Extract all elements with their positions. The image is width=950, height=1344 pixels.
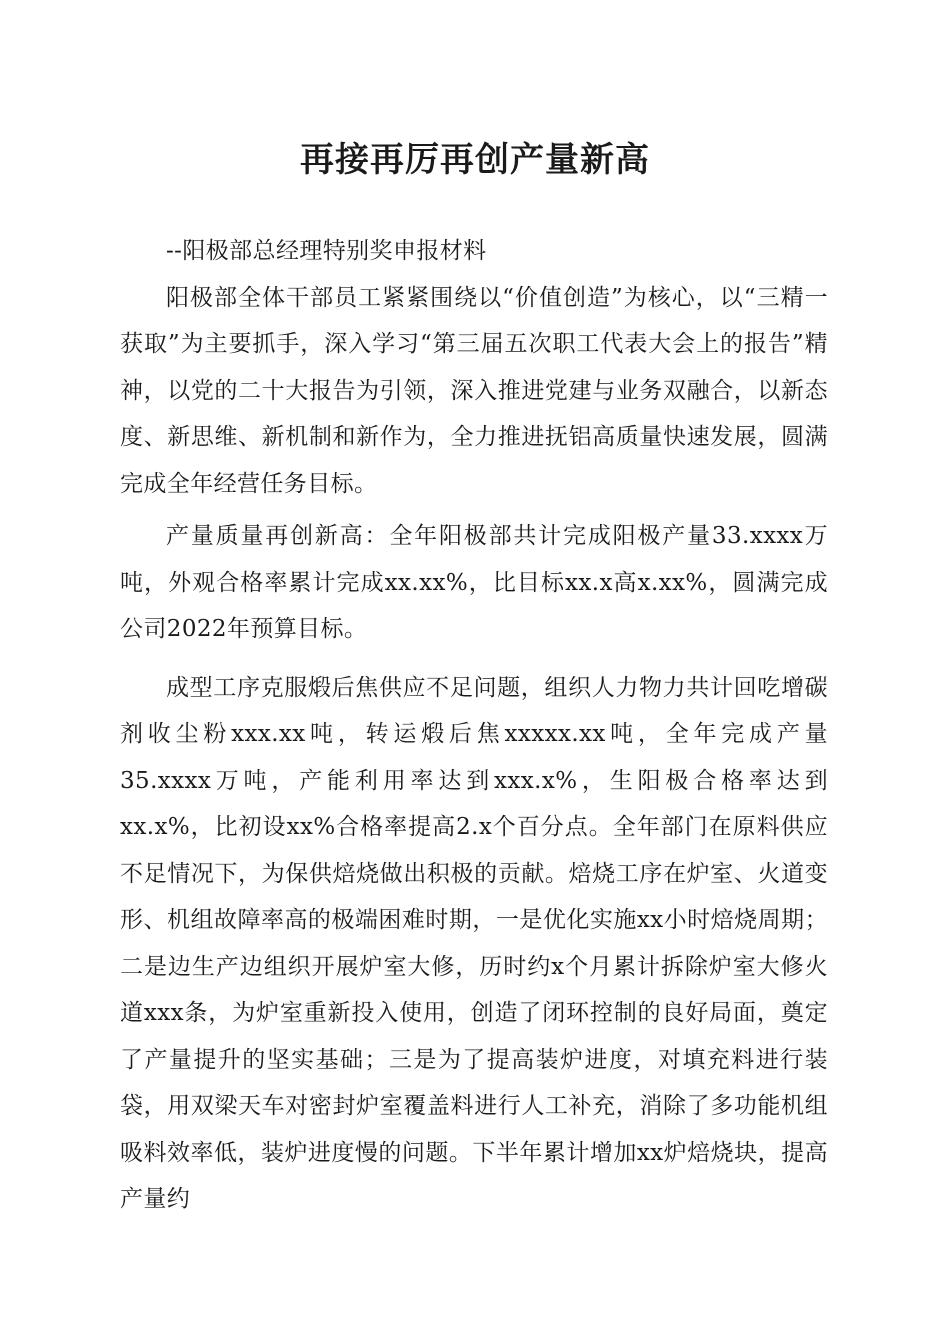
paragraph-intro: 阳极部全体干部员工紧紧围绕以“价值创造”为核心，以“三精一获取”为主要抓手，深入学习“第三届五次职工代表大会上的报告”精神，以党的二十大报告为引领，深入推进党建与业务双融合，以新态度、新思维、新机制和新作为，全力推进抚铝高质量快速发展，圆满完成全年经营任务目标。 bbox=[120, 284, 828, 497]
document-body bbox=[120, 228, 828, 1223]
paragraph-forming-baking: 成型工序克服煅后焦供应不足问题，组织人力物力共计回吃增碳剂收尘粉xxx.xx吨，转运煅后焦xxxxx.xx吨，全年完成产量35.xxxx万吨，产能利用率达到xxx.x%，生阳极合格率达到xx.x%，比初设xx%合格率提高2.x个百分点。全年部门在原料供应不足情况下，为保供焙烧做出积极的贡献。焙烧工序在炉室、火道变形、机组故障率高的极端困难时期，一是优化实施xx小时焙烧周期；二是边生产边组织开展炉室大修，历时约x个月累计拆除炉室大修火道xxx条，为炉室重新投入使用，创造了闭环控制的良好局面，奠定了产量提升的坚实基础；三是为了提高装炉进度，对填充料进行装袋，用双梁天车对密封炉室覆盖料进行人工补充，消除了多功能机组吸料效率低，装炉进度慢的问题。下半年累计增加xx炉焙烧块，提高产量约 bbox=[120, 674, 828, 1212]
document-subtitle: --阳极部总经理特别奖申报材料 bbox=[166, 238, 487, 264]
paragraph-output-quality: 产量质量再创新高：全年阳极部共计完成阳极产量33.xxxx万吨，外观合格率累计完成xx.xx%，比目标xx.x高x.xx%，圆满完成公司2022年预算目标。 bbox=[120, 523, 828, 642]
document-title: 再接再厉再创产量新高 bbox=[300, 140, 650, 180]
